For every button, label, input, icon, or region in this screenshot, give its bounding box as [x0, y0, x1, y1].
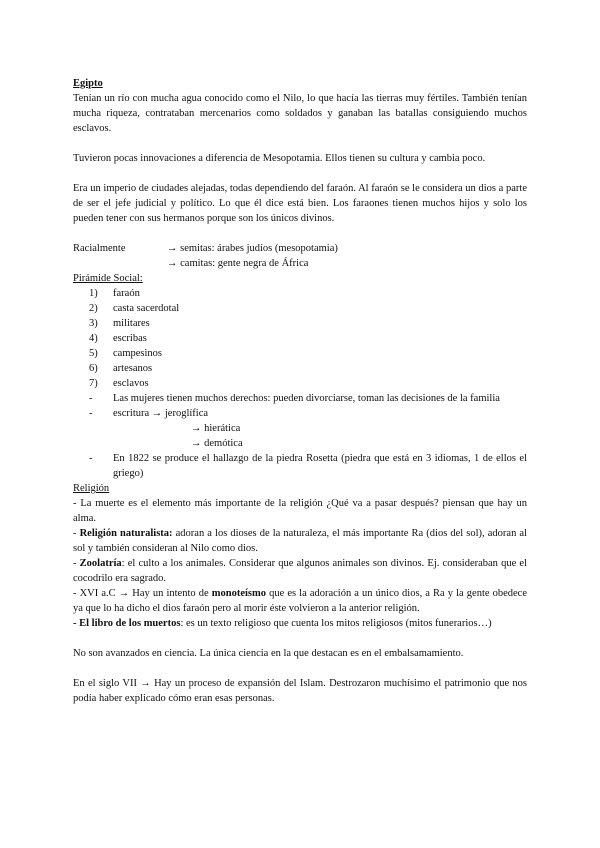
- religion-naturalista: - Religión naturalista: adoran a los dioses de la naturaleza, el más importante Ra (dios del sol), adoran al sol y también consideran al Nilo como dios.: [73, 528, 527, 554]
- document-page: [73, 76, 527, 706]
- racial-semitas: → semitas: árabes judíos (mesopotamia): [167, 243, 338, 254]
- religion-muerte: - La muerte es el elemento más importante de la religión ¿Qué va a pasar después? piensan que hay un alma.: [73, 498, 527, 524]
- list-item: 1) faraón: [89, 288, 140, 299]
- religion-zoolatria: - Zoolatría: el culto a los animales. Considerar que algunos animales son divinos. Ej. consideraban que el cocodrilo era sagrado.: [73, 558, 527, 584]
- paragraph-ciencia: No son avanzados en ciencia. La única ciencia en la que destacan es en el embalsamamiento.: [73, 648, 464, 659]
- religion-libro-muertos: - El libro de los muertos: es un texto religioso que cuenta los mitos religiosos (mitos funerarios…): [73, 618, 492, 629]
- list-item: 2) casta sacerdotal: [89, 303, 180, 314]
- escritura-demotica: → demótica: [191, 438, 243, 449]
- paragraph-islam: En el siglo VII → Hay un proceso de expansión del Islam. Destrozaron muchísimo el patrimonio que nos podía haber explicado cómo eran esas personas.: [73, 678, 527, 704]
- escritura-item: - escritura → jeroglífica: [89, 408, 209, 419]
- piramide-heading: Pirámide Social:: [73, 273, 143, 284]
- paragraph-imperio: Era un imperio de ciudades alejadas, todas dependiendo del faraón. Al faraón se le considera un dios a parte de ser el jefe judicial y político. Lo que él dice está bien. Los faraones tienen muchos hijos y solo los pueden tener con sus hermanos porque son los únicos divinos.: [73, 183, 527, 224]
- list-item: 3) militares: [89, 318, 150, 329]
- racial-label: Racialmente: [73, 243, 126, 254]
- list-item: 5) campesinos: [89, 348, 162, 359]
- women-item: - Las mujeres tienen muchos derechos: pueden divorciarse, toman las decisiones de la familia: [89, 393, 500, 404]
- racial-camitas: → camitas: gente negra de África: [167, 258, 309, 269]
- paragraph-innovaciones: Tuvieron pocas innovaciones a diferencia de Mesopotamia. Ellos tienen su cultura y cambia poco.: [73, 153, 486, 164]
- page-title: Egipto: [73, 78, 103, 89]
- escritura-hieratica: → hierática: [191, 423, 241, 434]
- paragraph-nilo: Tenían un río con mucha agua conocido como el Nilo, lo que hacía las tierras muy fértiles. También tenían mucha riqueza, contrataban mercenarios como soldados y ganaban las batallas consiguiendo muchos esclavos.: [73, 93, 527, 134]
- list-item: 6) artesanos: [89, 363, 153, 374]
- rosetta-item: - En 1822 se produce el hallazgo de la piedra Rosetta (piedra que está en 3 idiomas, 1 de ellos el griego): [89, 453, 527, 479]
- list-item: 4) escribas: [89, 333, 147, 344]
- piramide-list: [73, 286, 527, 391]
- religion-monoteismo: - XVI a.C → Hay un intento de monoteísmo que es la adoración a un único dios, a Ra y la gente obedece ya que lo ha dicho el dios faraón pero al morir éste volvieron a la anterior religión.: [73, 588, 528, 614]
- religion-heading: Religión: [73, 483, 110, 494]
- racial-row-1: [73, 241, 527, 256]
- list-item: 7) esclavos: [89, 378, 149, 389]
